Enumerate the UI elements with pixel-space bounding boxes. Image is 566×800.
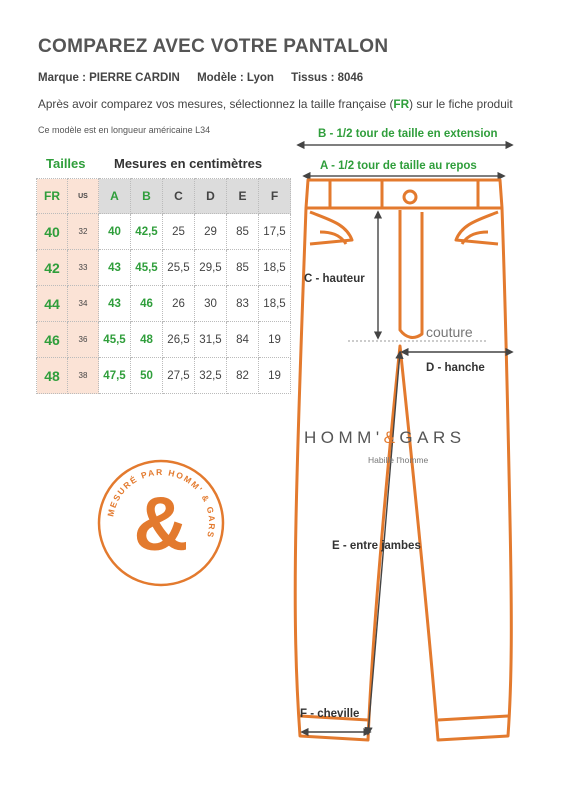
measures-heading: Mesures en centimètres — [114, 156, 263, 171]
cell-a: 40 — [99, 214, 131, 250]
label-c: C - hauteur — [304, 273, 365, 285]
cell-d: 30 — [195, 286, 227, 322]
cell-e: 84 — [227, 322, 259, 358]
cell-fr: 42 — [37, 250, 68, 286]
label-d: D - hanche — [426, 362, 485, 374]
label-b: B - 1/2 tour de taille en extension — [318, 128, 498, 140]
instruction-before: Après avoir comparez vos mesures, sélectionnez la taille française ( — [38, 97, 394, 111]
cell-c: 25,5 — [163, 250, 195, 286]
brand-logo-amp: & — [383, 428, 400, 447]
cell-a: 43 — [99, 250, 131, 286]
table-row — [37, 322, 291, 358]
cell-b: 42,5 — [131, 214, 163, 250]
table-row — [37, 358, 291, 394]
ampersand-logo-icon: & — [133, 482, 189, 567]
label-e: E - entre jambes — [332, 540, 421, 552]
brand-logo-left: HOMM' — [304, 428, 384, 447]
cell-e: 83 — [227, 286, 259, 322]
cell-c: 26,5 — [163, 322, 195, 358]
col-fr: FR — [37, 179, 68, 214]
cell-f: 18,5 — [259, 286, 291, 322]
instruction-after: ) sur le fiche produit — [409, 97, 513, 111]
measured-by-badge — [96, 458, 226, 588]
cell-f: 19 — [259, 322, 291, 358]
table-row — [37, 286, 291, 322]
table-row — [37, 214, 291, 250]
cell-us: 33 — [68, 250, 99, 286]
model-field: Modèle : Lyon — [197, 72, 274, 84]
col-e: E — [227, 179, 259, 214]
brand-tagline: Habille l'homme — [368, 455, 429, 465]
brand-logo — [304, 428, 466, 448]
cell-fr: 48 — [37, 358, 68, 394]
cell-d: 31,5 — [195, 322, 227, 358]
col-c: C — [163, 179, 195, 214]
cell-f: 18,5 — [259, 250, 291, 286]
fabric-field: Tissus : 8046 — [291, 72, 364, 84]
cell-e: 82 — [227, 358, 259, 394]
cell-a: 43 — [99, 286, 131, 322]
cell-b: 50 — [131, 358, 163, 394]
length-note: Ce modèle est en longueur américaine L34 — [38, 125, 211, 135]
cell-d: 32,5 — [195, 358, 227, 394]
cell-c: 26 — [163, 286, 195, 322]
cell-b: 45,5 — [131, 250, 163, 286]
col-d: D — [195, 179, 227, 214]
cell-e: 85 — [227, 250, 259, 286]
instruction-text — [38, 97, 513, 111]
cell-c: 27,5 — [163, 358, 195, 394]
label-a: A - 1/2 tour de taille au repos — [320, 160, 477, 172]
cell-f: 19 — [259, 358, 291, 394]
cell-b: 46 — [131, 286, 163, 322]
col-us: US — [68, 179, 99, 214]
badge-ring-text: MESURÉ PAR HOMM' & GARS — [105, 466, 218, 540]
cell-fr: 46 — [37, 322, 68, 358]
page-title: COMPAREZ AVEC VOTRE PANTALON — [38, 36, 389, 57]
cell-us: 36 — [68, 322, 99, 358]
brand-field: Marque : PIERRE CARDIN — [38, 72, 180, 84]
cell-b: 48 — [131, 322, 163, 358]
cell-e: 85 — [227, 214, 259, 250]
brand-logo-right: GARS — [399, 428, 466, 447]
cell-fr: 44 — [37, 286, 68, 322]
cell-us: 34 — [68, 286, 99, 322]
size-table-header — [37, 179, 291, 214]
label-couture: couture — [426, 324, 473, 340]
sizes-heading: Tailles — [46, 156, 86, 171]
cell-a: 45,5 — [99, 322, 131, 358]
size-table — [36, 178, 291, 394]
label-f: F - cheville — [300, 708, 360, 720]
cell-a: 47,5 — [99, 358, 131, 394]
cell-us: 38 — [68, 358, 99, 394]
cell-c: 25 — [163, 214, 195, 250]
col-b: B — [131, 179, 163, 214]
cell-d: 29,5 — [195, 250, 227, 286]
cell-fr: 40 — [37, 214, 68, 250]
table-row — [37, 250, 291, 286]
col-f: F — [259, 179, 291, 214]
col-a: A — [99, 179, 131, 214]
cell-f: 17,5 — [259, 214, 291, 250]
cell-us: 32 — [68, 214, 99, 250]
product-meta — [38, 72, 377, 84]
cell-d: 29 — [195, 214, 227, 250]
instruction-fr: FR — [393, 97, 410, 111]
